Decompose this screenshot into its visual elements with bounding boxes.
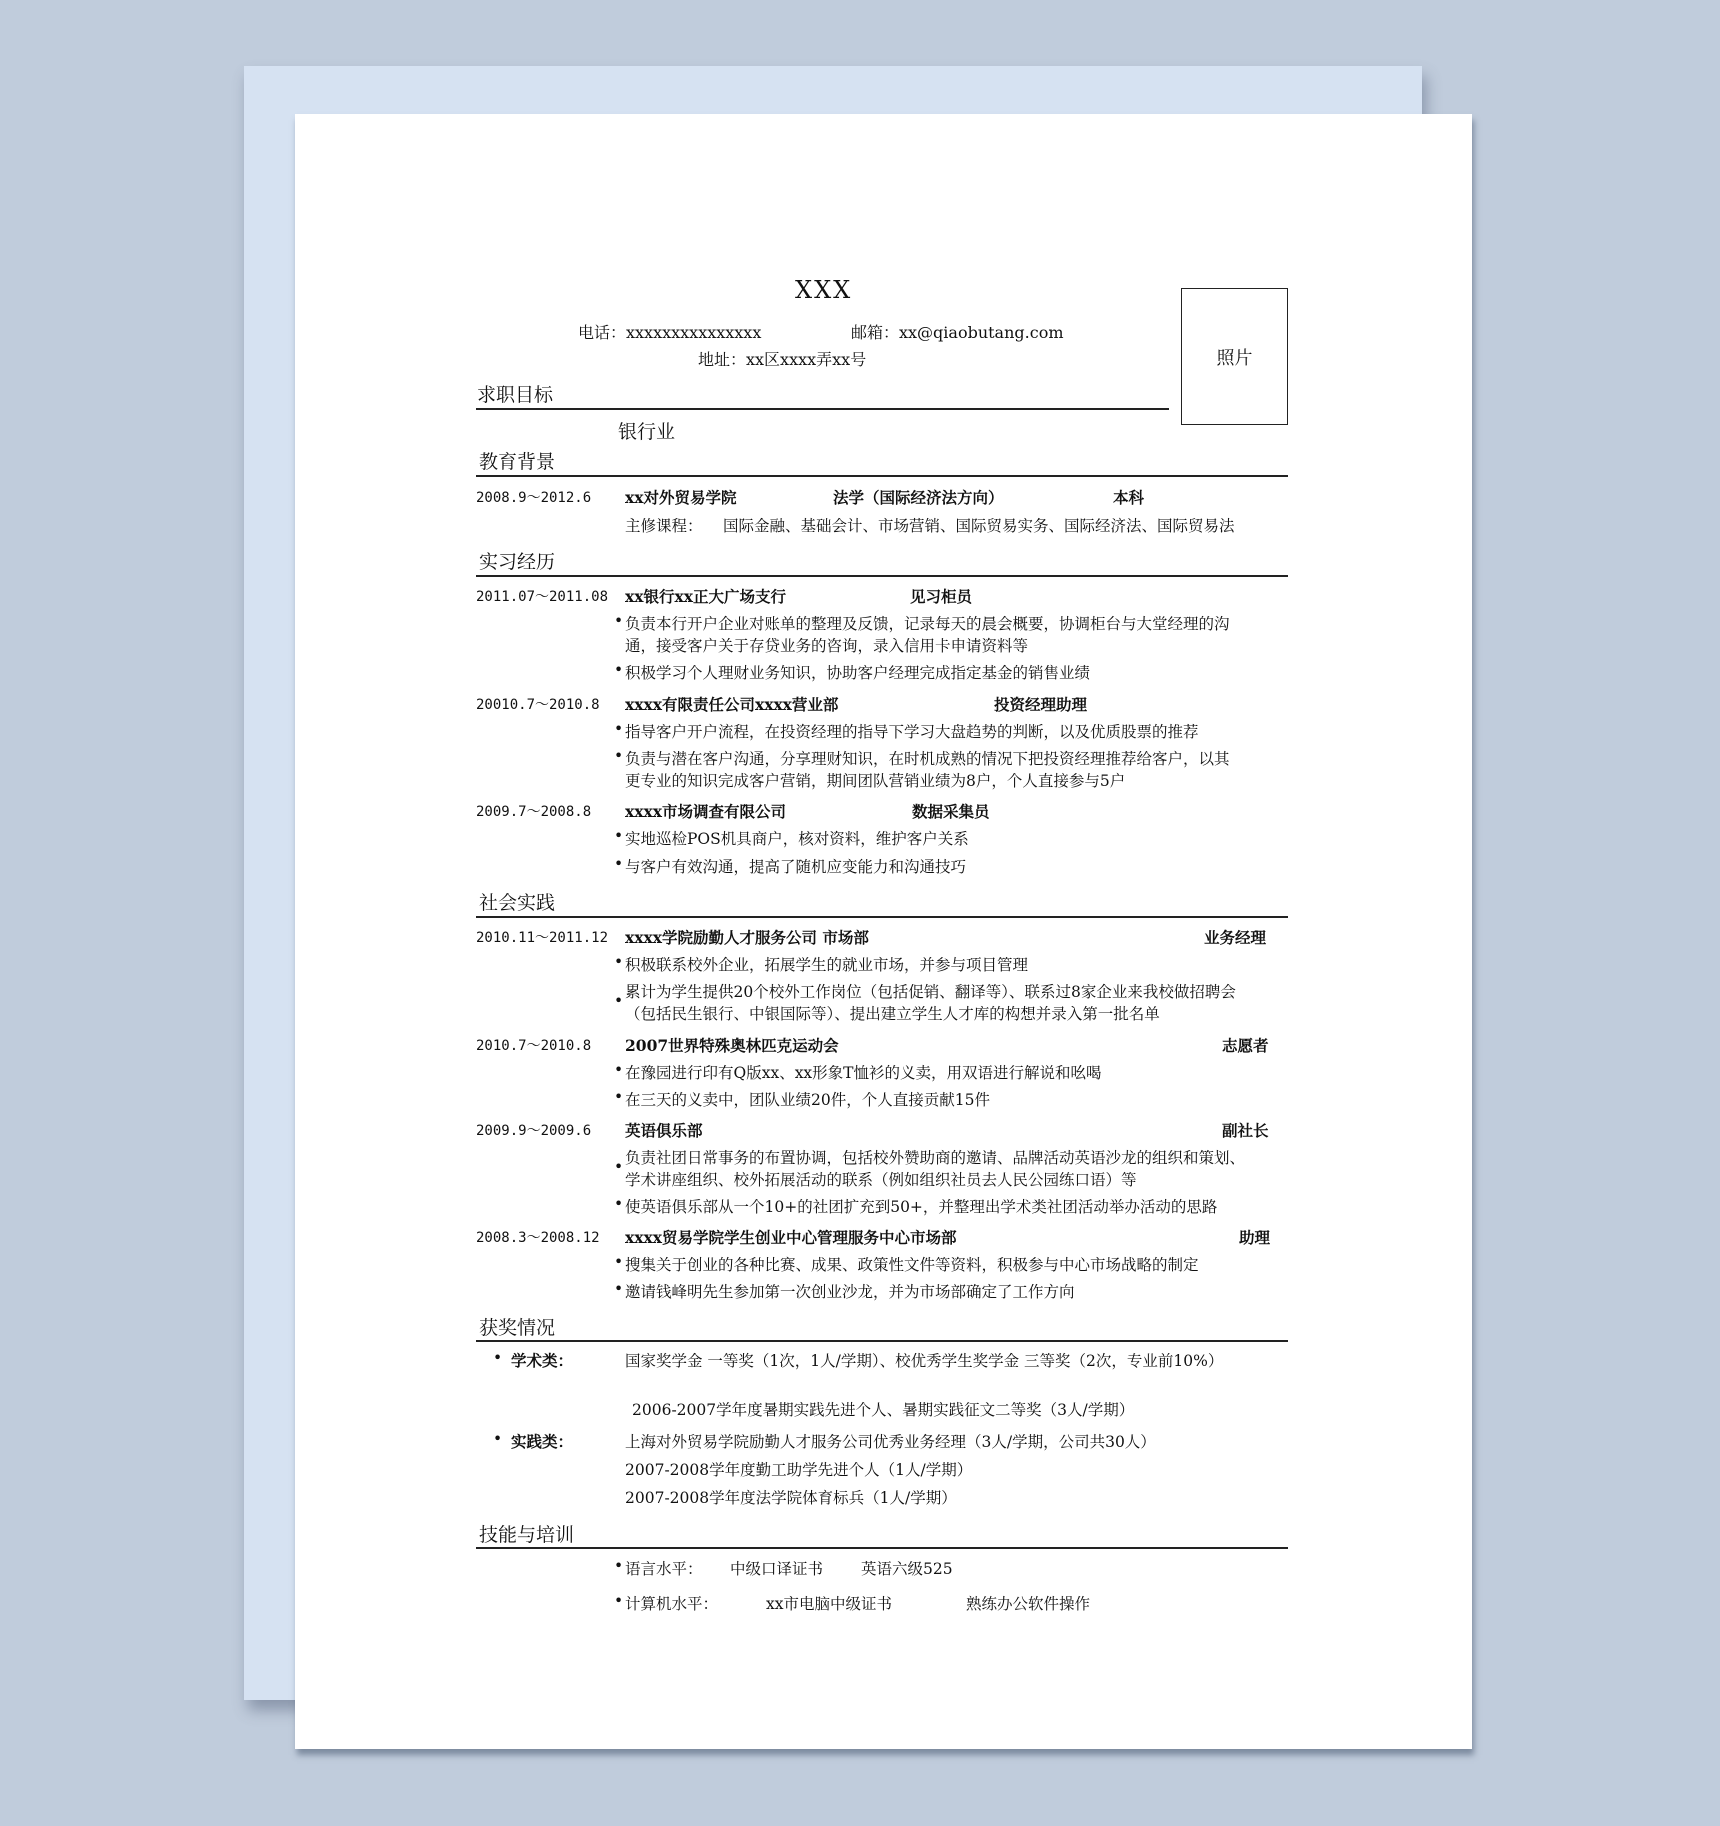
social-role: 业务经理 <box>1204 928 1267 947</box>
intern-bullet: 积极学习个人理财业务知识，协助客户经理完成指定基金的销售业绩 <box>625 664 1091 682</box>
bullet-icon: • <box>614 827 624 845</box>
email: 邮箱：xx@qiaobutang.com <box>851 323 1064 342</box>
bullet-icon: • <box>493 1349 503 1367</box>
intern-org: xx银行xx正大广场支行 <box>625 587 786 606</box>
bullet-icon: • <box>614 1280 624 1298</box>
edu-date: 2008.9～2012.6 <box>476 490 592 506</box>
social-date: 2010.11～2011.12 <box>476 930 609 946</box>
edu-major: 法学（国际经济法方向） <box>833 488 1004 507</box>
bullet-icon: • <box>614 992 624 1010</box>
social-bullet: 使英语俱乐部从一个10+的社团扩充到50+，并整理出学术类社团活动举办活动的思路 <box>625 1198 1218 1216</box>
bullet-icon: • <box>614 747 624 765</box>
social-date: 2008.3～2008.12 <box>476 1230 600 1246</box>
social-date: 2009.9～2009.6 <box>476 1123 592 1139</box>
intern-bullet: 负责本行开户企业对账单的整理及反馈，记录每天的晨会概要，协调柜台与大堂经理的沟 <box>625 615 1230 633</box>
bullet-icon: • <box>614 612 624 630</box>
social-bullet: 邀请钱峰明先生参加第一次创业沙龙，并为市场部确定了工作方向 <box>625 1283 1075 1301</box>
bullet-icon: • <box>614 953 624 971</box>
awards-practice-item: 2007-2008学年度法学院体育标兵（1人/学期） <box>625 1489 957 1507</box>
intern-date: 2009.7～2008.8 <box>476 804 592 820</box>
bullet-icon: • <box>614 1061 624 1079</box>
bullet-icon: • <box>493 1430 503 1448</box>
intern-org: xxxx有限责任公司xxxx营业部 <box>625 695 839 714</box>
edu-school: xx对外贸易学院 <box>625 488 737 507</box>
bullet-icon: • <box>614 661 624 679</box>
awards-academic: 国家奖学金 一等奖（1次，1人/学期）、校优秀学生奖学金 三等奖（2次，专业前10%） <box>625 1352 1224 1370</box>
intern-date: 20010.7～2010.8 <box>476 697 600 713</box>
bullet-icon: • <box>614 1158 624 1176</box>
skill-value: 中级口译证书 <box>730 1560 824 1578</box>
section-divider <box>476 1547 1288 1549</box>
social-org: 英语俱乐部 <box>625 1121 703 1140</box>
social-bullet: 搜集关于创业的各种比赛、成果、政策性文件等资料，积极参与中心市场战略的制定 <box>625 1256 1199 1274</box>
social-date: 2010.7～2010.8 <box>476 1038 592 1054</box>
skill-label: 计算机水平： <box>625 1595 719 1613</box>
bullet-icon: • <box>614 855 624 873</box>
bullet-icon: • <box>614 1253 624 1271</box>
social-role: 副社长 <box>1222 1121 1269 1140</box>
section-title-social: 社会实践 <box>479 892 556 914</box>
photo-placeholder <box>1181 288 1288 425</box>
photo-label: 照片 <box>1216 347 1253 369</box>
social-org: xxxx贸易学院学生创业中心管理服务中心市场部 <box>625 1228 957 1247</box>
skill-value: xx市电脑中级证书 <box>766 1595 892 1613</box>
objective-value: 银行业 <box>618 421 676 443</box>
intern-role: 见习柜员 <box>910 587 973 606</box>
intern-role: 投资经理助理 <box>994 695 1088 714</box>
edu-courses-label: 主修课程： <box>625 517 703 535</box>
address: 地址：xx区xxxx弄xx号 <box>698 350 867 369</box>
bullet-icon: • <box>614 1557 624 1575</box>
social-bullet-cont: （包括民生银行、中银国际等）、提出建立学生人才库的构想并录入第一批名单 <box>625 1005 1160 1023</box>
intern-org: xxxx市场调查有限公司 <box>625 802 786 821</box>
social-org: xxxx学院励勤人才服务公司 市场部 <box>625 928 869 947</box>
intern-bullet: 指导客户开户流程，在投资经理的指导下学习大盘趋势的判断，以及优质股票的推荐 <box>625 723 1199 741</box>
section-divider <box>476 575 1288 577</box>
social-bullet: 负责社团日常事务的布置协调，包括校外赞助商的邀请、品牌活动英语沙龙的组织和策划、 <box>625 1149 1246 1167</box>
social-bullet: 累计为学生提供20个校外工作岗位（包括促销、翻译等）、联系过8家企业来我校做招聘会 <box>625 983 1236 1001</box>
intern-date: 2011.07～2011.08 <box>476 589 609 605</box>
awards-practice-label: 实践类： <box>511 1432 574 1451</box>
skill-value: 熟练办公软件操作 <box>966 1595 1091 1613</box>
bullet-icon: • <box>614 1195 624 1213</box>
intern-role: 数据采集员 <box>912 802 990 821</box>
intern-bullet-cont: 通，接受客户关于存贷业务的咨询，录入信用卡申请资料等 <box>625 637 1029 655</box>
phone: 电话：xxxxxxxxxxxxxxx <box>578 323 762 342</box>
edu-degree: 本科 <box>1113 488 1145 507</box>
awards-academic-label: 学术类： <box>511 1351 574 1370</box>
section-title-skills: 技能与培训 <box>479 1524 575 1546</box>
candidate-name: XXX <box>795 276 853 304</box>
section-divider <box>476 1340 1288 1342</box>
social-bullet: 在三天的义卖中，团队业绩20件，个人直接贡献15件 <box>625 1091 990 1109</box>
intern-bullet: 负责与潜在客户沟通，分享理财知识，在时机成熟的情况下把投资经理推荐给客户，以其 <box>625 750 1230 768</box>
social-bullet-cont: 学术讲座组织、校外拓展活动的联系（例如组织社员去人民公园练口语）等 <box>625 1171 1137 1189</box>
section-divider <box>476 916 1288 918</box>
intern-bullet: 与客户有效沟通，提高了随机应变能力和沟通技巧 <box>625 858 967 876</box>
edu-courses: 国际金融、基础会计、市场营销、国际贸易实务、国际经济法、国际贸易法 <box>723 517 1235 535</box>
section-divider <box>476 408 1169 410</box>
awards-practice-item: 2007-2008学年度勤工助学先进个人（1人/学期） <box>625 1461 973 1479</box>
section-title-education: 教育背景 <box>479 451 556 473</box>
section-title-awards: 获奖情况 <box>479 1317 556 1339</box>
social-bullet: 积极联系校外企业，拓展学生的就业市场，并参与项目管理 <box>625 956 1029 974</box>
social-org: 2007世界特殊奥林匹克运动会 <box>625 1036 839 1055</box>
section-title-internship: 实习经历 <box>479 551 556 573</box>
bullet-icon: • <box>614 1592 624 1610</box>
awards-practice-item: 上海对外贸易学院励勤人才服务公司优秀业务经理（3人/学期，公司共30人） <box>625 1433 1156 1451</box>
skill-value: 英语六级525 <box>861 1560 953 1578</box>
social-role: 志愿者 <box>1222 1036 1269 1055</box>
awards-extra: 2006-2007学年度暑期实践先进个人、暑期实践征文二等奖（3人/学期） <box>632 1401 1135 1419</box>
social-role: 助理 <box>1239 1228 1271 1247</box>
intern-bullet-cont: 更专业的知识完成客户营销，期间团队营销业绩为8户，个人直接参与5户 <box>625 772 1126 790</box>
social-bullet: 在豫园进行印有Q版xx、xx形象T恤衫的义卖，用双语进行解说和吆喝 <box>625 1064 1102 1082</box>
intern-bullet: 实地巡检POS机具商户，核对资料，维护客户关系 <box>625 830 969 848</box>
bullet-icon: • <box>614 720 624 738</box>
section-divider <box>476 475 1288 477</box>
skill-label: 语言水平： <box>625 1560 703 1578</box>
bullet-icon: • <box>614 1088 624 1106</box>
section-title-objective: 求职目标 <box>477 384 554 406</box>
